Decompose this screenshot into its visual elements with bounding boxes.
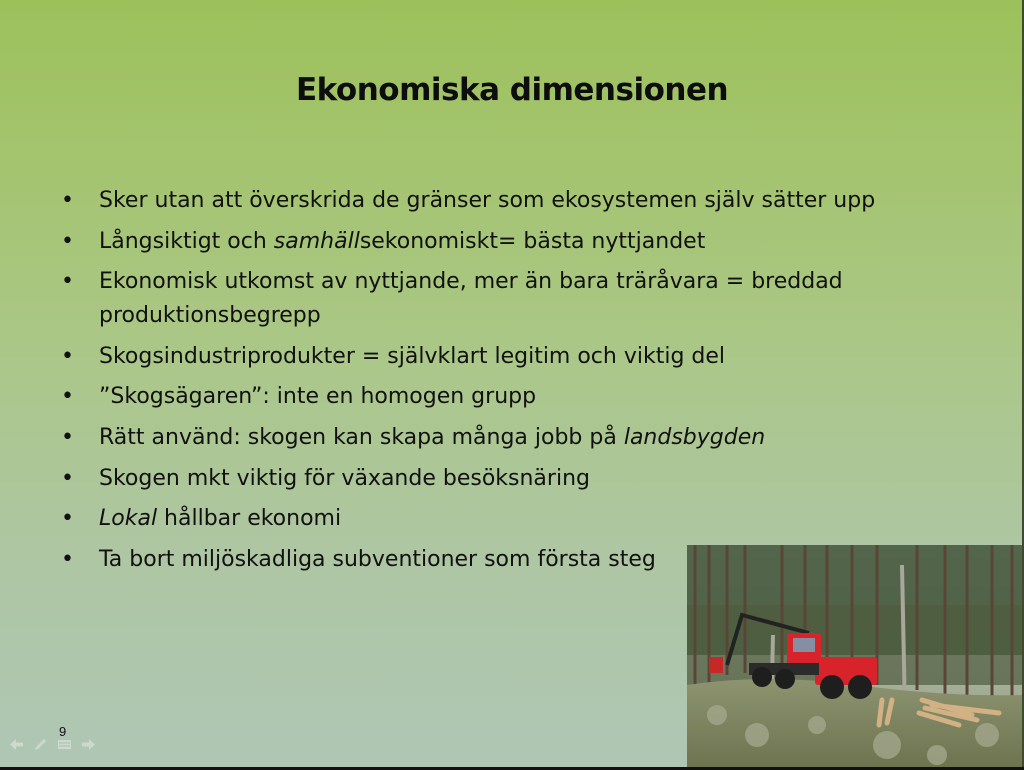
menu-icon[interactable] (56, 736, 73, 753)
page-number: 9 (59, 724, 67, 739)
bullet-marker: • (61, 546, 74, 572)
bullet-text: Sker utan att överskrida de gränser som ekosystemen själv sätter upp (99, 188, 876, 213)
bullet-text: Lokal (99, 506, 158, 532)
bullet-text: landsbygden (623, 424, 766, 450)
bullet-item (58, 184, 898, 218)
bullet-item (58, 265, 898, 333)
slide-nav-controls (8, 736, 97, 753)
bullet-marker: • (61, 424, 74, 450)
bullet-text: Ta bort miljöskadliga subventioner som första steg (99, 546, 656, 572)
bullet-marker: • (61, 465, 74, 491)
slide-title: Ekonomiska dimensionen (295, 72, 729, 108)
bullet-item (58, 421, 898, 455)
bullet-text: Skogsindustriprodukter = självklart legitim och viktig del (99, 343, 726, 369)
bullet-item (58, 340, 898, 374)
forest-harvester-photo (687, 545, 1022, 767)
bullet-item (58, 225, 898, 259)
bullet-marker: • (61, 228, 74, 254)
bullet-item (58, 462, 898, 496)
bullet-marker: • (61, 343, 74, 369)
bullet-text: Rätt använd: skogen kan skapa många jobb på (99, 424, 624, 450)
bullet-text: samhäll (273, 228, 360, 254)
bullet-list (58, 184, 898, 583)
bullet-marker: • (61, 506, 74, 532)
bullet-text: Skogen mkt viktig för växande besöksnäring (99, 465, 590, 491)
bullet-marker: • (61, 188, 74, 213)
forward-arrow-icon[interactable] (80, 736, 97, 753)
bullet-marker: • (61, 384, 74, 410)
bullet-text: ”Skogsägaren”: inte en homogen grupp (99, 384, 537, 410)
pen-icon[interactable] (32, 736, 49, 753)
bullet-text: hållbar ekonomi (157, 506, 342, 532)
bullet-text: Långsiktigt och (99, 228, 274, 254)
bullet-item (58, 380, 898, 414)
bullet-item (58, 502, 898, 536)
back-arrow-icon[interactable] (8, 736, 25, 753)
bullet-text: Ekonomisk utkomst av nyttjande, mer än bara träråvara = breddad produktionsbegrepp (99, 269, 843, 329)
bullet-marker: • (61, 269, 74, 295)
bullet-text: sekonomiskt= bästa nyttjandet (359, 228, 706, 254)
